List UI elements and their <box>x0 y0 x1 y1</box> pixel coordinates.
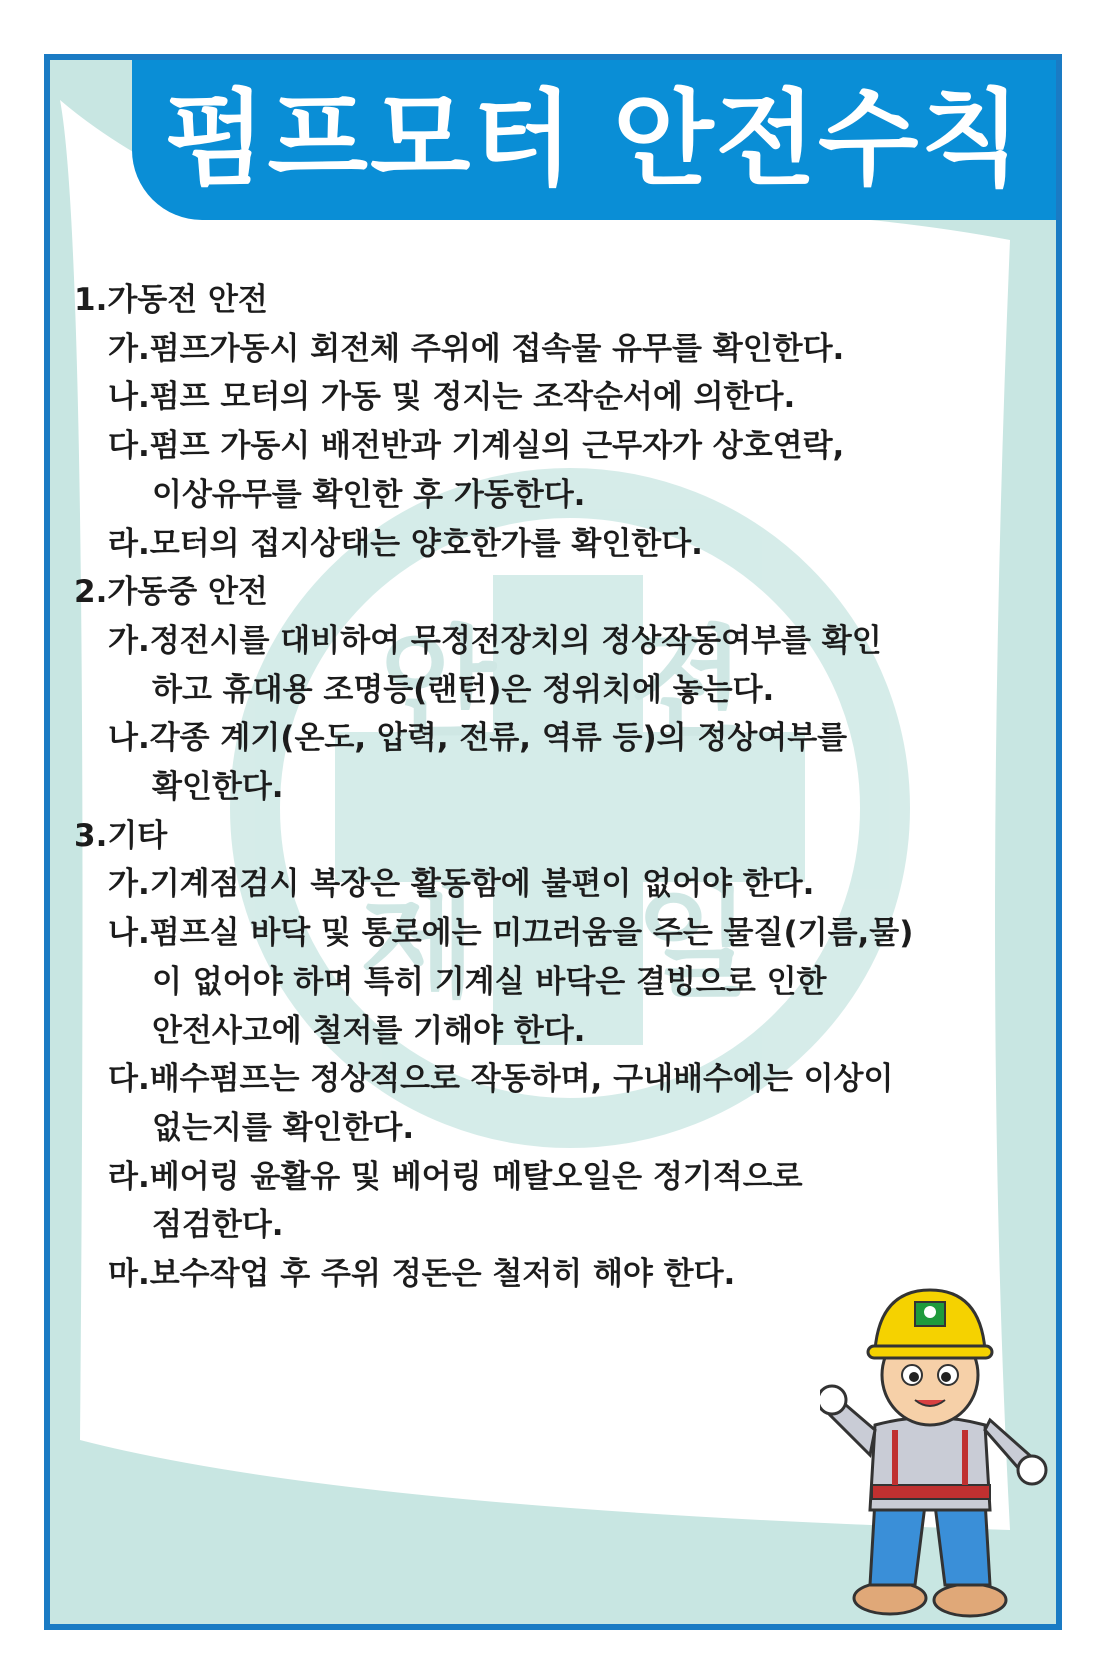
rule-item-continuation: 확인한다. <box>152 769 284 805</box>
watermark-char: 제 <box>360 875 476 1014</box>
rule-item: 다.배수펌프는 정상적으로 작동하며, 구내배수에는 이상이 <box>108 1061 894 1098</box>
rule-item: 다.펌프 가동시 배전반과 기계실의 근무자가 상호연락, <box>108 428 845 465</box>
page-title: 펌프모터 안전수칙 <box>165 78 1023 200</box>
rule-item-continuation: 없는지를 확인한다. <box>152 1109 415 1146</box>
rule-item-continuation: 안전사고에 철저를 기해야 한다. <box>152 1012 586 1049</box>
watermark-char: 전 <box>630 615 746 754</box>
rule-item: 라.베어링 윤활유 및 베어링 메탈오일은 정기적으로 <box>108 1158 803 1195</box>
rule-item: 가.기계점검시 복장은 활동함에 불편이 없어야 한다. <box>108 866 815 903</box>
rule-item: 나.펌프 모터의 가동 및 정지는 조작순서에 의한다. <box>108 379 796 416</box>
rule-item: 라.모터의 접지상태는 양호한가를 확인한다. <box>108 525 703 562</box>
rule-item-continuation: 이 없어야 하며 특히 기계실 바닥은 결빙으로 인한 <box>152 963 827 1000</box>
rule-item: 나.펌프실 바닥 및 통로에는 미끄러움을 주는 물질(기름,물) <box>108 915 914 952</box>
watermark-char: 일 <box>635 875 751 1014</box>
section-heading: 2.가동중 안전 <box>74 574 268 611</box>
rule-item: 가.정전시를 대비하여 무정전장치의 정상작동여부를 확인 <box>108 622 882 659</box>
rule-item: 가.펌프가동시 회전체 주위에 접속물 유무를 확인한다. <box>108 330 845 367</box>
safety-poster <box>44 54 1062 1630</box>
rule-item: 나.각종 계기(온도, 압력, 전류, 역류 등)의 정상여부를 <box>108 720 848 757</box>
worker-mascot-icon <box>820 1280 1050 1620</box>
section-heading: 1.가동전 안전 <box>74 282 268 318</box>
rule-item: 마.보수작업 후 주위 정돈은 철저히 해야 한다. <box>108 1256 736 1292</box>
rule-item-continuation: 하고 휴대용 조명등(랜턴)은 정위치에 놓는다. <box>152 671 775 708</box>
section-heading: 3.기타 <box>74 817 168 854</box>
watermark-char: 안 <box>380 615 496 754</box>
rule-item-continuation: 이상유무를 확인한 후 가동한다. <box>152 476 586 513</box>
rule-item-continuation: 점검한다. <box>152 1207 284 1244</box>
